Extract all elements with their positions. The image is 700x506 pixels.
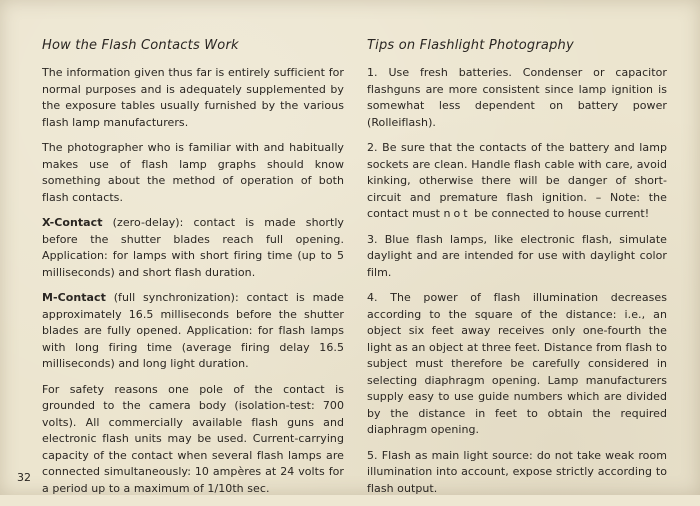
tip-2-text-before: 2. Be sure that the contacts of the battery and lamp sockets are clean. Handle flash cable with care, avoid kinking, otherwise there will be danger of short-circuit and premature flash ignition. – Note: the contact must: [367, 141, 667, 220]
tip-4: 4. The power of flash illumination decreases according to the square of the distance: i.e., an object six feet away receives only one-fourth the light as an object at three feet. Distance from flash to subject must therefore be carefully considered in selecting diaphragm opening. Lamp manufacturers supply easy to use guide numbers which are divided by the distance in feet to obtain the required diaphragm opening.: [367, 291, 667, 436]
x-contact-text: (zero-delay): contact is made shortly before the shutter blades reach full opening. Application: for lamps with short firing time (up to 5 milliseconds) and short flash duration.: [42, 216, 344, 279]
page-number: 32: [17, 471, 31, 484]
right-column: [367, 38, 667, 506]
intro-paragraph: The information given thus far is entirely sufficient for normal purposes and is adequately supplemented by the exposure tables usually furnished by the various flash lamp manufacturers.: [42, 66, 344, 129]
tip-1: 1. Use fresh batteries. Condenser or capacitor flashguns are more consistent since lamp ignition is somewhat less dependent on battery power (Rolleiflash).: [367, 66, 667, 129]
flash-contacts-heading: How the Flash Contacts Work: [42, 38, 239, 53]
tip-3: 3. Blue flash lamps, like electronic flash, simulate daylight and are intended for use with daylight color film.: [367, 232, 667, 279]
graphs-paragraph: The photographer who is familiar with and habitually makes use of flash lamp graphs should know something about the method of operation of both flash contacts.: [42, 141, 344, 204]
tip-2: [367, 140, 667, 223]
m-contact-term: M-Contact: [42, 291, 106, 304]
m-contact-text: (full synchronization): contact is made approximately 16.5 milliseconds before the shutter blades are fully opened. Application: for flash lamps with long firing time (average firing delay 16.5 milliseconds) and long light duration.: [42, 291, 344, 370]
x-contact-term: X-Contact: [42, 216, 103, 229]
safety-paragraph: For safety reasons one pole of the contact is grounded to the camera body (isolation-test: 700 volts). All commercially available flash guns and electronic flash units may be used. Current-carrying capacity of the contact when several flash lamps are connected simultaneously: 10 ampères at 24 volts for a period up to a maximum of 1/10th sec.: [42, 382, 344, 495]
tip-2-emphasis: not: [443, 207, 471, 220]
left-column: [42, 38, 344, 506]
x-contact-paragraph: [42, 215, 344, 281]
flashlight-tips-heading: Tips on Flashlight Photography: [367, 38, 574, 53]
m-contact-paragraph: [42, 290, 344, 373]
tip-5: 5. Flash as main light source: do not take weak room illumination into account, expose strictly according to flash output.: [367, 448, 667, 495]
tip-2-text-after: be connected to house current!: [470, 207, 650, 220]
